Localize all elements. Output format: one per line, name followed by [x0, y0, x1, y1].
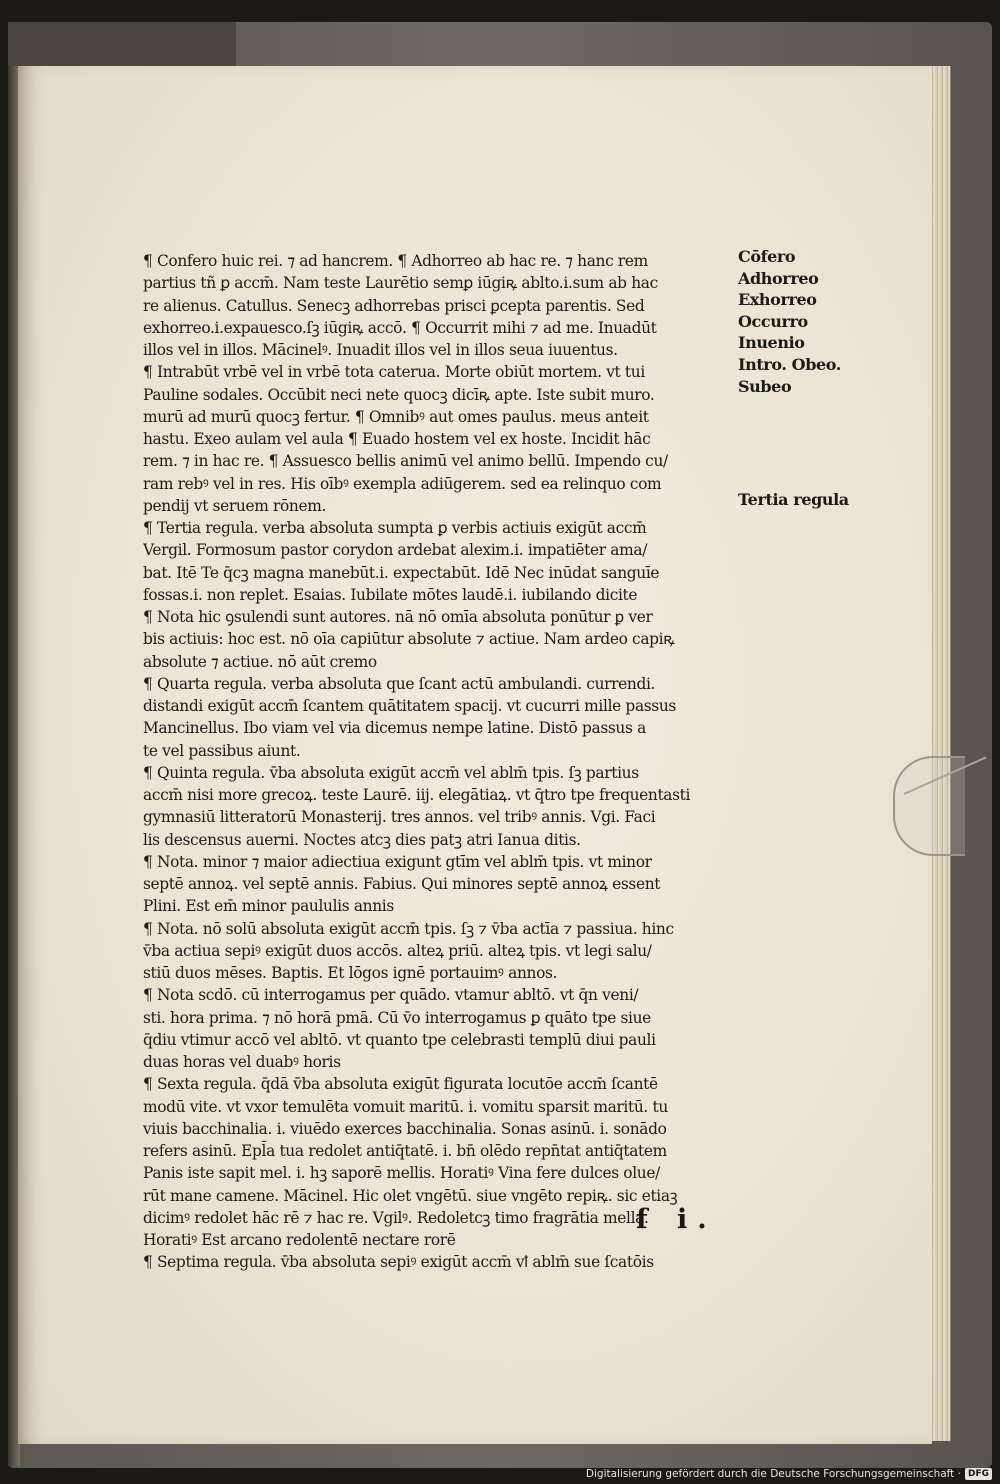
text-line: partius tñ ꝑ accm̄. Nam teste Laurētio semꝑ iūgiꝶ ablto.i.sum ab hac: [143, 274, 658, 293]
text-line: ¶ Nota scdō. cū interrogamus per quādo. vtamur abltō. vt q̄n veni/: [143, 986, 639, 1005]
text-line: septē annoꝝ. vel septē annis. Fabius. Qui minores septē annoꝝ essent: [143, 875, 661, 893]
text-line: illos vel in illos. Mācinelꝰ. Inuadit illos vel in illos seua iuuentus.: [143, 341, 618, 359]
dfg-logo: DFG: [965, 1468, 992, 1480]
text-line: hastu. Exeo aulam vel aula ¶ Euado hostem vel ex hoste. Incidit hāc: [143, 430, 651, 448]
text-line: re alienus. Catullus. Senecꝫ adhorrebas prisci ꝑcepta parentis. Sed: [143, 296, 645, 315]
margin-note: Cōfero: [738, 247, 796, 266]
text-line: ¶ Nota hic ꝯsulendi sunt autores. nā nō omīa absoluta ponūtur ꝑ ver: [143, 608, 653, 626]
text-line: ¶ Septima regula. v̄ba absoluta sepiꝰ exigūt accm̄ vꝉ ablm̄ sue ſcatōis: [143, 1253, 654, 1272]
text-line: bis actiuis: hoc est. nō oīa capiūtur absolute ⁊ actiue. Nam ardeo capiꝶ: [143, 630, 675, 649]
text-line: rem. ⁊ in hac re. ¶ Assuesco bellis animū vel animo bellū. Impendo cu/: [143, 452, 668, 471]
footer-credit: Digitalisierung gefördert durch die Deutsche Forschungsgemeinschaft ·: [585, 1468, 961, 1480]
text-line: te vel passibus aiunt.: [143, 741, 301, 760]
text-line: ¶ Intrabūt vrbē vel in vrbē tota caterua. Morte obiūt mortem. vt tui: [143, 363, 645, 382]
margin-note: Subeo: [738, 376, 792, 396]
text-line: distandi exigūt accm̄ ſcantem quātitatem spacij. vt cucurri mille passus: [143, 697, 676, 715]
digitization-footer: [586, 1468, 992, 1480]
text-line: stiū duos mēses. Baptis. Et lōgos ignē portauimꝰ annos.: [143, 964, 558, 982]
text-line: viuis bacchinalia. i. viuēdo exerces bacchinalia. Sonas asinū. i. sonādo: [143, 1119, 667, 1138]
text-line: ¶ Quinta regula. v̄ba absoluta exigūt accm̄ vel ablm̄ tpis. ſꝫ partius: [143, 763, 639, 782]
text-line: Pauline sodales. Occūbit neci nete quocꝫ dicīꝶ apte. Iste subit muro.: [143, 385, 655, 404]
text-line: ¶ Confero huic rei. ⁊ ad hancrem. ¶ Adhorreo ab hac re. ⁊ hanc rem: [143, 252, 648, 270]
text-line: lis descensus auerni. Noctes atcꝫ dies patꝫ atri Ianua ditis.: [143, 830, 581, 849]
text-line: Vergil. Formosum pastor corydon ardebat alexim.i. impatiēter ama/: [143, 541, 648, 560]
text-line: accm̄ nisi more grecoꝝ. teste Laurē. iij. elegātiaꝝ. vt q̄tro tpe frequentasti: [143, 786, 691, 804]
margin-note: Adhorreo: [738, 268, 819, 288]
text-line: Plini. Est em̄ minor paululis annis: [143, 897, 394, 916]
text-line: ¶ Quarta regula. verba absoluta que ſcant actū ambulandi. currendi.: [143, 674, 656, 693]
text-line: duas horas vel duabꝰ horis: [143, 1053, 341, 1071]
text-line: Horatiꝰ Est arcano redolentē nectare rorē: [143, 1231, 456, 1249]
text-line: exhorreo.i.expauesco.ſꝫ iūgiꝶ accō. ¶ Occurrit mihi ⁊ ad me. Inuadūt: [143, 318, 657, 337]
text-line: murū ad murū quocꝫ fertur. ¶ Omnibꝰ aut omes paulus. meus anteit: [143, 407, 649, 426]
margin-note: Inuenio: [738, 333, 805, 353]
text-line: absolute ⁊ actiue. nō aūt cremo: [143, 652, 377, 671]
margin-note: Intro. Obeo.: [738, 354, 841, 374]
signature-mark: f i.: [636, 1204, 717, 1235]
text-line: dicimꝰ redolet hāc rē ⁊ hac re. Vgilꝰ. Redoletcꝫ timo fragrātia mella.: [143, 1208, 649, 1227]
text-line: Panis iste sapit mel. i. hꝫ saporē mellis. Horatiꝰ Vina fere dulces olue/: [143, 1164, 660, 1183]
margin-note: Occurro: [738, 311, 808, 331]
margin-notes: [738, 246, 888, 397]
text-line: ¶ Tertia regula. verba absoluta sumpta ꝑ verbis actiuis exigūt accm̄: [143, 519, 647, 537]
text-line: modū vite. vt vxor temulēta vomuit maritū. i. vomitu sparsit maritū. tu: [143, 1097, 668, 1116]
text-line: v̄ba actiua sepiꝰ exigūt duos accōs. alteꝝ priū. alteꝝ tpis. vt legi salu/: [143, 941, 652, 960]
margin-note: Exhorreo: [738, 290, 817, 310]
margin-note-tertia: Tertia regula: [738, 490, 849, 509]
main-text-block: [143, 250, 743, 1274]
margin-note-tertia-wrap: [738, 489, 888, 511]
text-line: refers asinū. Epl̄a tua redolet antiq̄tatē. i. bn̄ olēdo repn̄tat antiq̄tatem: [143, 1142, 667, 1160]
text-line: rūt mane camene. Mācinel. Hic olet vngētū. siue vngēto repiꝶ. sic etiaꝫ: [143, 1186, 678, 1205]
text-line: bat. Itē Te q̄cꝫ magna manebūt.i. expectabūt. Idē Nec inūdat sanguīe: [143, 563, 660, 582]
text-line: ¶ Sexta regula. q̄dā v̄ba absoluta exigūt figurata locutōe accm̄ ſcantē: [143, 1075, 658, 1094]
text-line: q̄diu vtimur accō vel abltō. vt quanto tpe celebrasti templū diui pauli: [143, 1030, 656, 1049]
text-line: ¶ Nota. minor ⁊ maior adiectiua exigunt gtīm vel ablm̄ tpis. vt minor: [143, 852, 652, 871]
cover-label-patch: [8, 22, 236, 67]
text-line: fossas.i. non replet. Esaias. Iubilate mōtes laudē.i. iubilando dicite: [143, 585, 638, 604]
text-line: ¶ Nota. nō solū absoluta exigūt accm̄ tpis. ſꝫ ⁊ v̄ba actīa ⁊ passiua. hinc: [143, 919, 674, 938]
text-line: gymnasiū litteratorū Monasterij. tres annos. vel tribꝰ annis. Vgi. Faci: [143, 808, 656, 827]
text-line: Mancinellus. Ibo viam vel via dicemus nempe latine. Distō passus a: [143, 719, 646, 738]
text-line: ram rebꝰ vel in res. His oībꝰ exempla adiūgerem. sed ea relinquo com: [143, 474, 662, 493]
text-line: pendij vt seruem rōnem.: [143, 496, 327, 515]
text-line: sti. hora prima. ⁊ nō horā pmā. Cū v̄o interrogamus ꝑ quāto tpe siue: [143, 1008, 651, 1027]
